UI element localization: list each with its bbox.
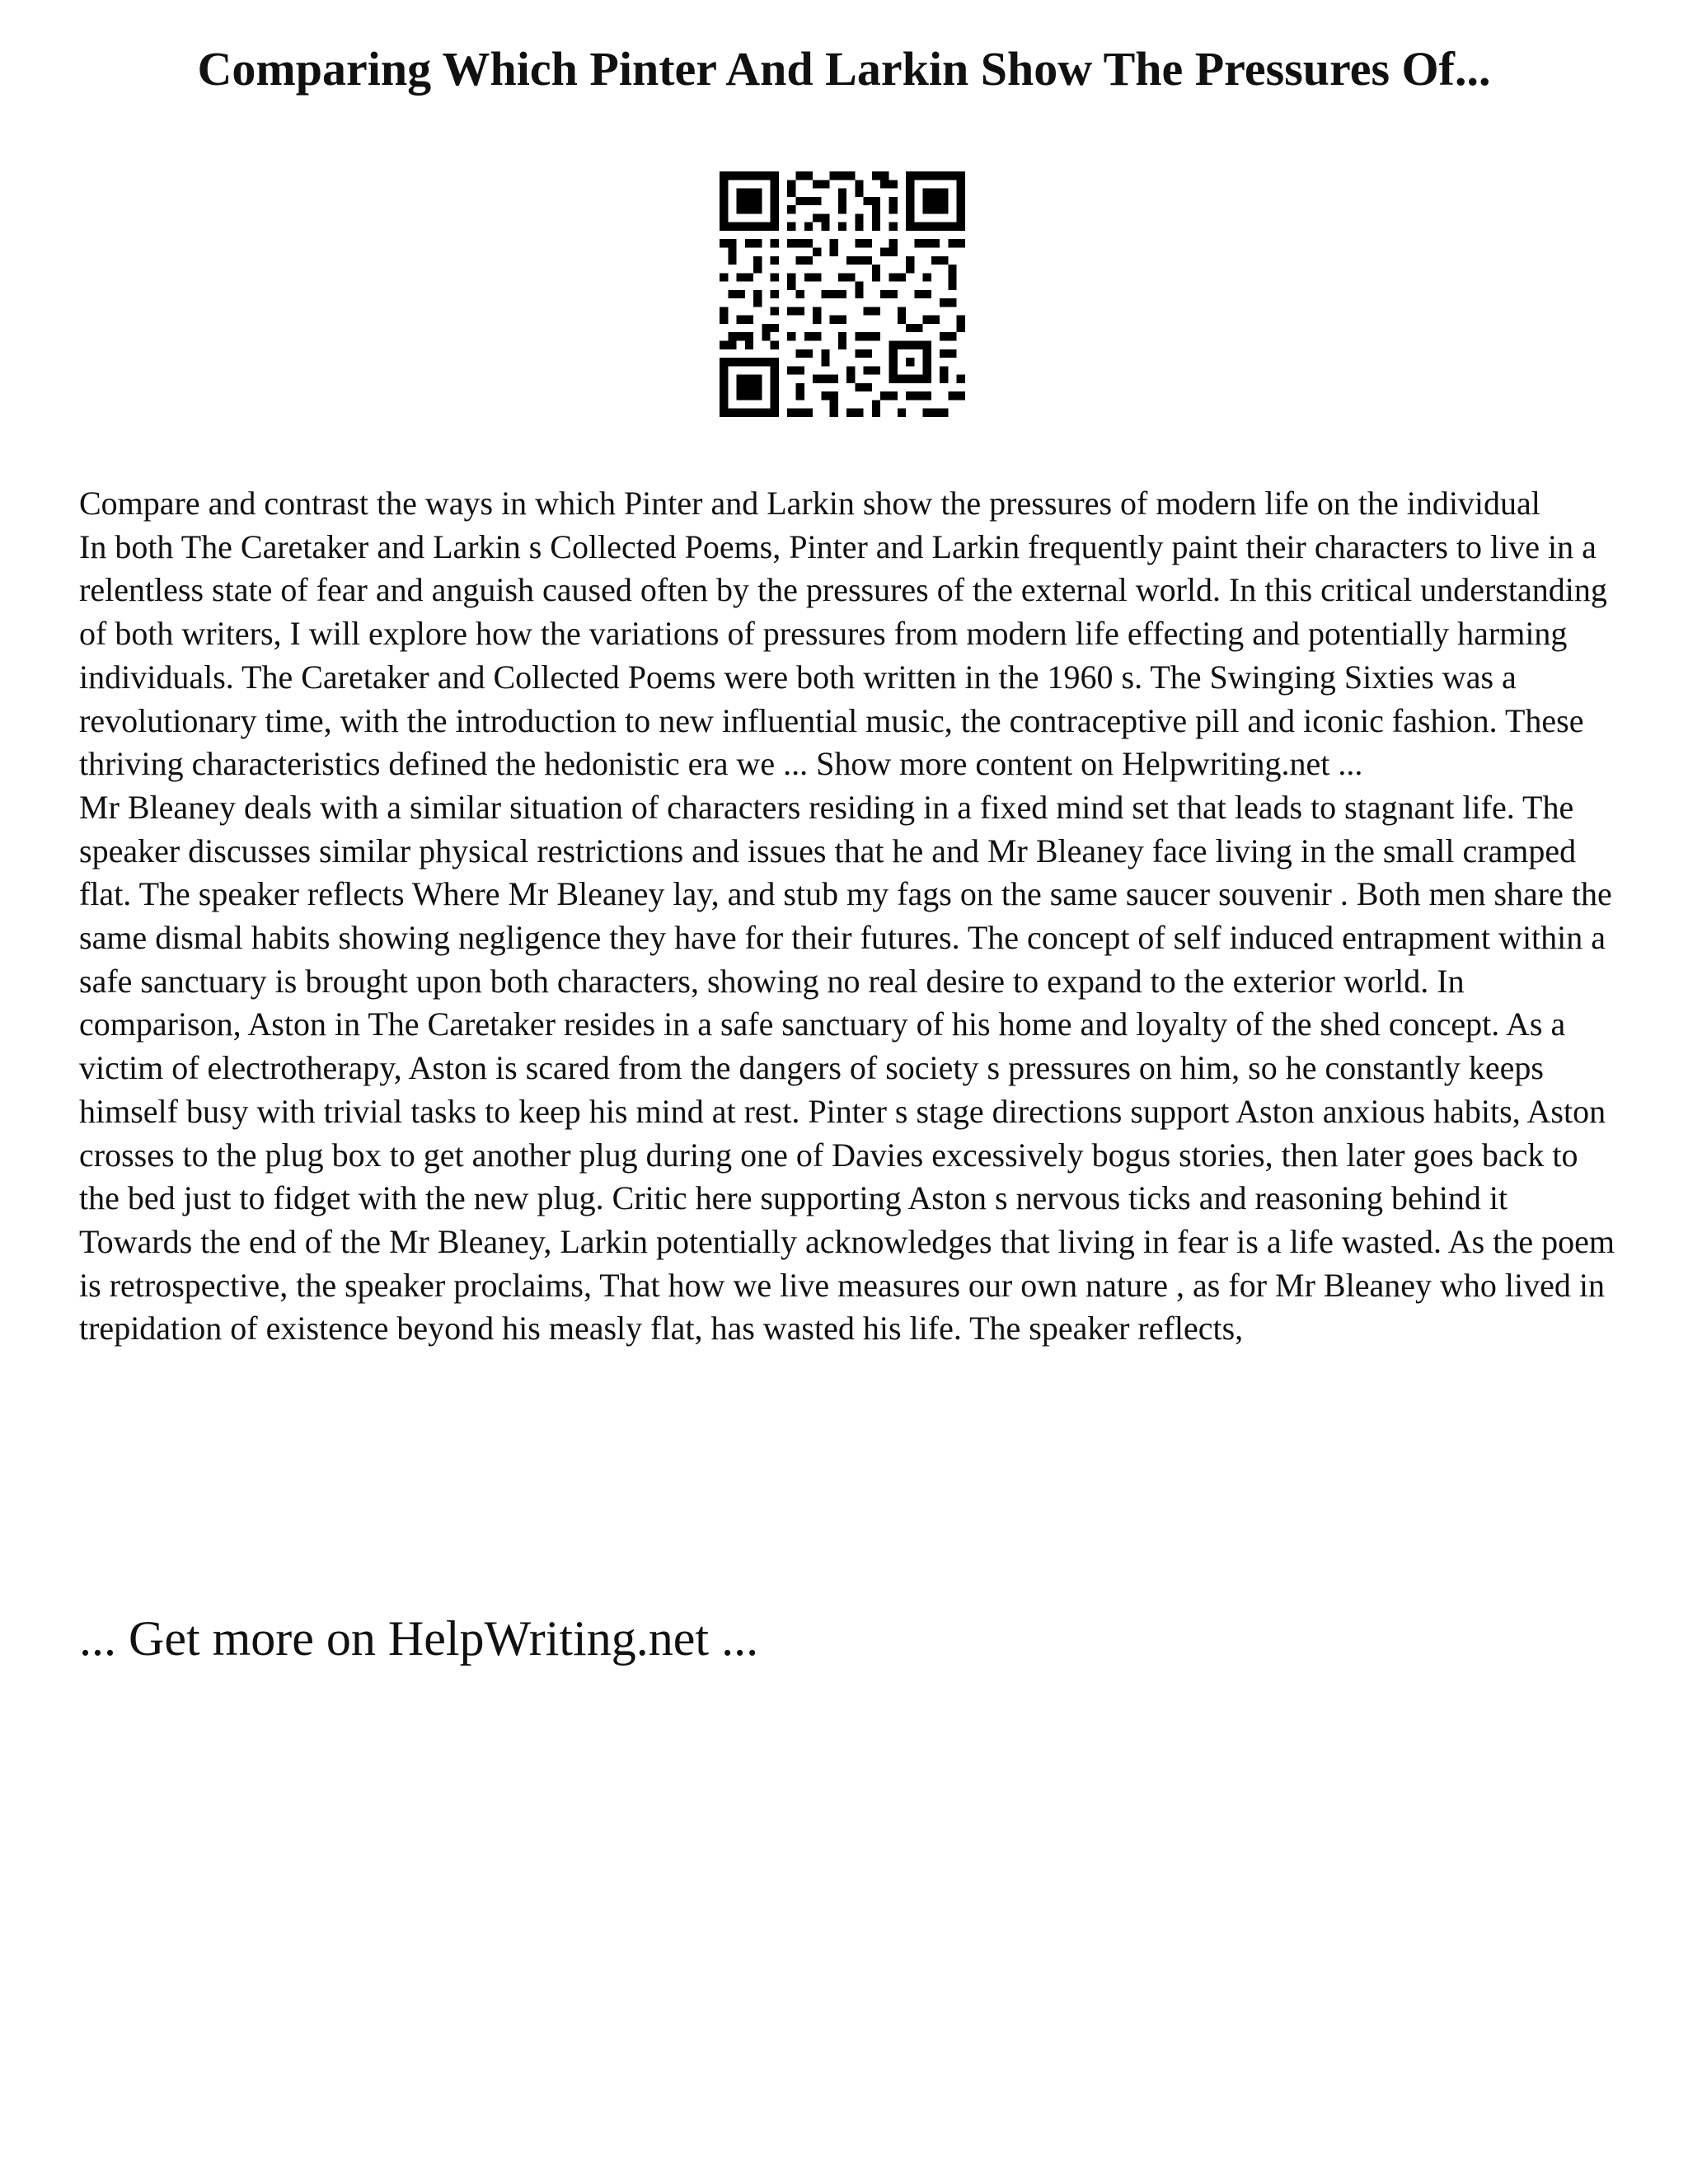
document-body — [79, 482, 1620, 1351]
paragraph-prompt: Compare and contrast the ways in which Pinter and Larkin show the pressures of modern life on the individual — [79, 485, 1540, 522]
paragraph-mr-bleaney: Mr Bleaney deals with a similar situation of characters residing in a fixed mind set that leads to stagnant life. The speaker discusses similar physical restrictions and issues that he and Mr Bleaney face living in the small cramped flat. The speaker reflects Where Mr Bleaney lay, and stub my fags on the same saucer souvenir . Both men share the same dismal habits showing negligence they have for their futures. The concept of self induced entrapment within a safe sanctuary is brought upon both characters, showing no real desire to expand to the exterior world. In comparison, Aston in The Caretaker resides in a safe sanctuary of his home and loyalty of the shed concept. As a victim of electrotherapy, Aston is scared from the dangers of society s pressures on him, so he constantly keeps himself busy with trivial tasks to keep his mind at rest. Pinter s stage directions support Aston anxious habits, Aston crosses to the plug box to get another plug during one of Davies excessively bogus stories, then later goes back to the bed just to fidget with the new plug. Critic here supporting Aston s nervous ticks and reasoning behind it — [79, 788, 1612, 1217]
document-title: Comparing Which Pinter And Larkin Show The Pressures Of... — [197, 42, 1491, 96]
paragraph-conclusion: Towards the end of the Mr Bleaney, Larkin potentially acknowledges that living in fear is a life wasted. As the poem is retrospective, the speaker proclaims, That how we live measures our own nature , as for Mr Bleaney who lived in trepidation of existence beyond his measly flat, has wasted his life. The speaker reflects, — [79, 1222, 1615, 1347]
get-more-link[interactable]: ... Get more on HelpWriting.net ... — [79, 1611, 759, 1666]
qr-code-icon — [720, 171, 965, 417]
paragraph-introduction: In both The Caretaker and Larkin s Collected Poems, Pinter and Larkin frequently paint their characters to live in a relentless state of fear and anguish caused often by the pressures of the external world. In this critical understanding of both writers, I will explore how the variations of pressures from modern life effecting and potentially harming individuals. The Caretaker and Collected Poems were both written in the 1960 s. The Swinging Sixties was a revolutionary time, with the introduction to new influential music, the contraceptive pill and iconic fashion. These thriving characteristics defined the hedonistic era we ... Show more content on Helpwriting.net ... — [79, 527, 1607, 783]
